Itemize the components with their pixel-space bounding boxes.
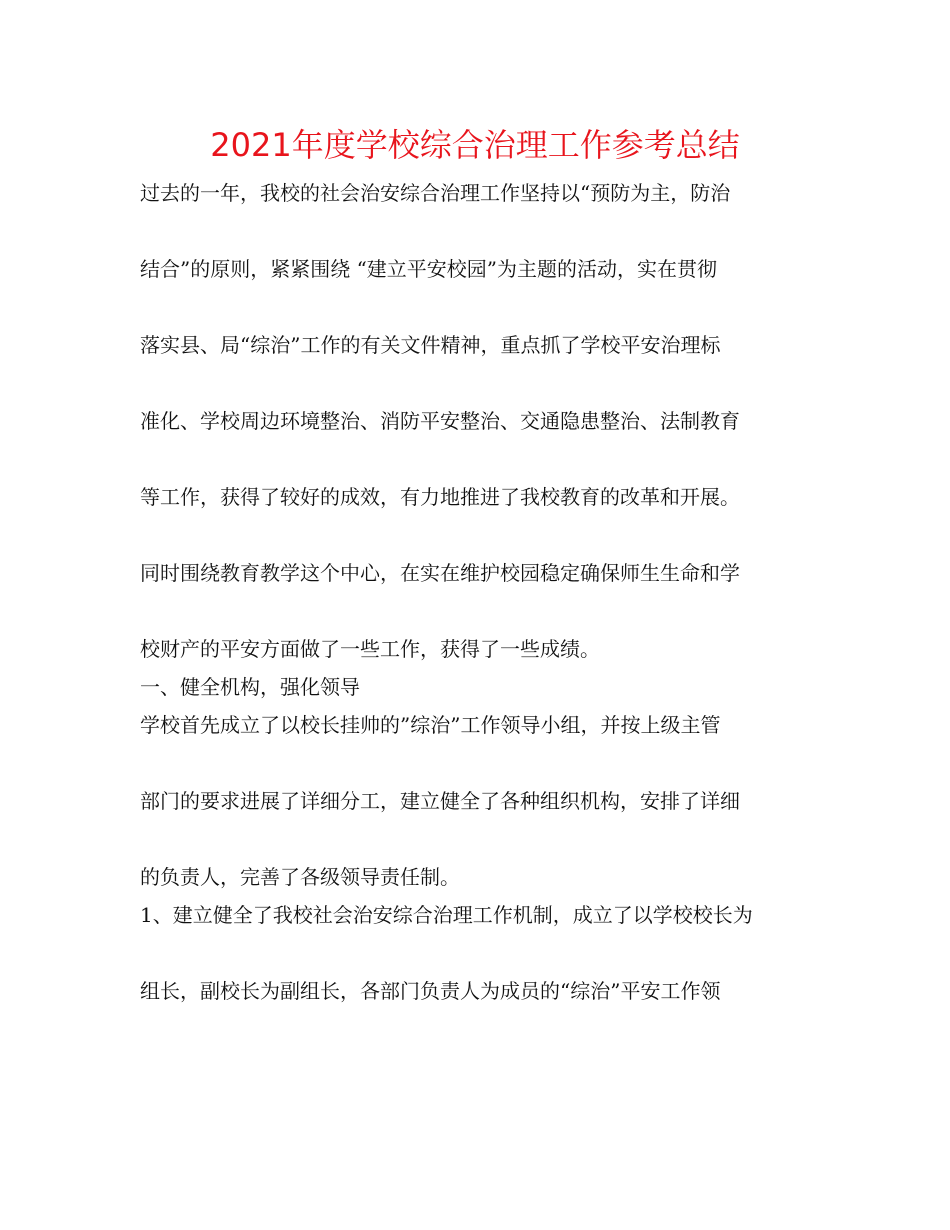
paragraph-line: 的负责人，完善了各级领导责任制。 [140,865,460,889]
document-body [140,174,820,1010]
document-title: 2021年度学校综合治理工作参考总结 [210,126,740,164]
section-heading: 一、健全机构，强化领导 [140,675,360,699]
paragraph-line: 部门的要求进展了详细分工，建立健全了各种组织机构，安排了详细 [140,789,740,813]
paragraph-line: 过去的一年，我校的社会治安综合治理工作坚持以“预防为主，防治 [140,181,731,205]
paragraph-line: 校财产的平安方面做了一些工作，获得了一些成绩。 [140,637,600,661]
paragraph-line: 1、建立健全了我校社会治安综合治理工作机制，成立了以学校校长为 [140,903,753,927]
paragraph-line: 落实县、局“综治”工作的有关文件精神，重点抓了学校平安治理标 [140,333,721,357]
paragraph-line: 等工作，获得了较好的成效，有力地推进了我校教育的改革和开展。 [140,485,740,509]
paragraph-line: 结合”的原则，紧紧围绕 “建立平安校园”为主题的活动，实在贯彻 [140,257,718,281]
paragraph-line: 同时围绕教育教学这个中心，在实在维护校园稳定确保师生生命和学 [140,561,740,585]
paragraph-line: 准化、学校周边环境整治、消防平安整治、交通隐患整治、法制教育 [140,409,740,433]
paragraph-line: 学校首先成立了以校长挂帅的”综治”工作领导小组，并按上级主管 [140,713,721,737]
paragraph-line: 组长，副校长为副组长，各部门负责人为成员的“综治”平安工作领 [140,979,721,1003]
